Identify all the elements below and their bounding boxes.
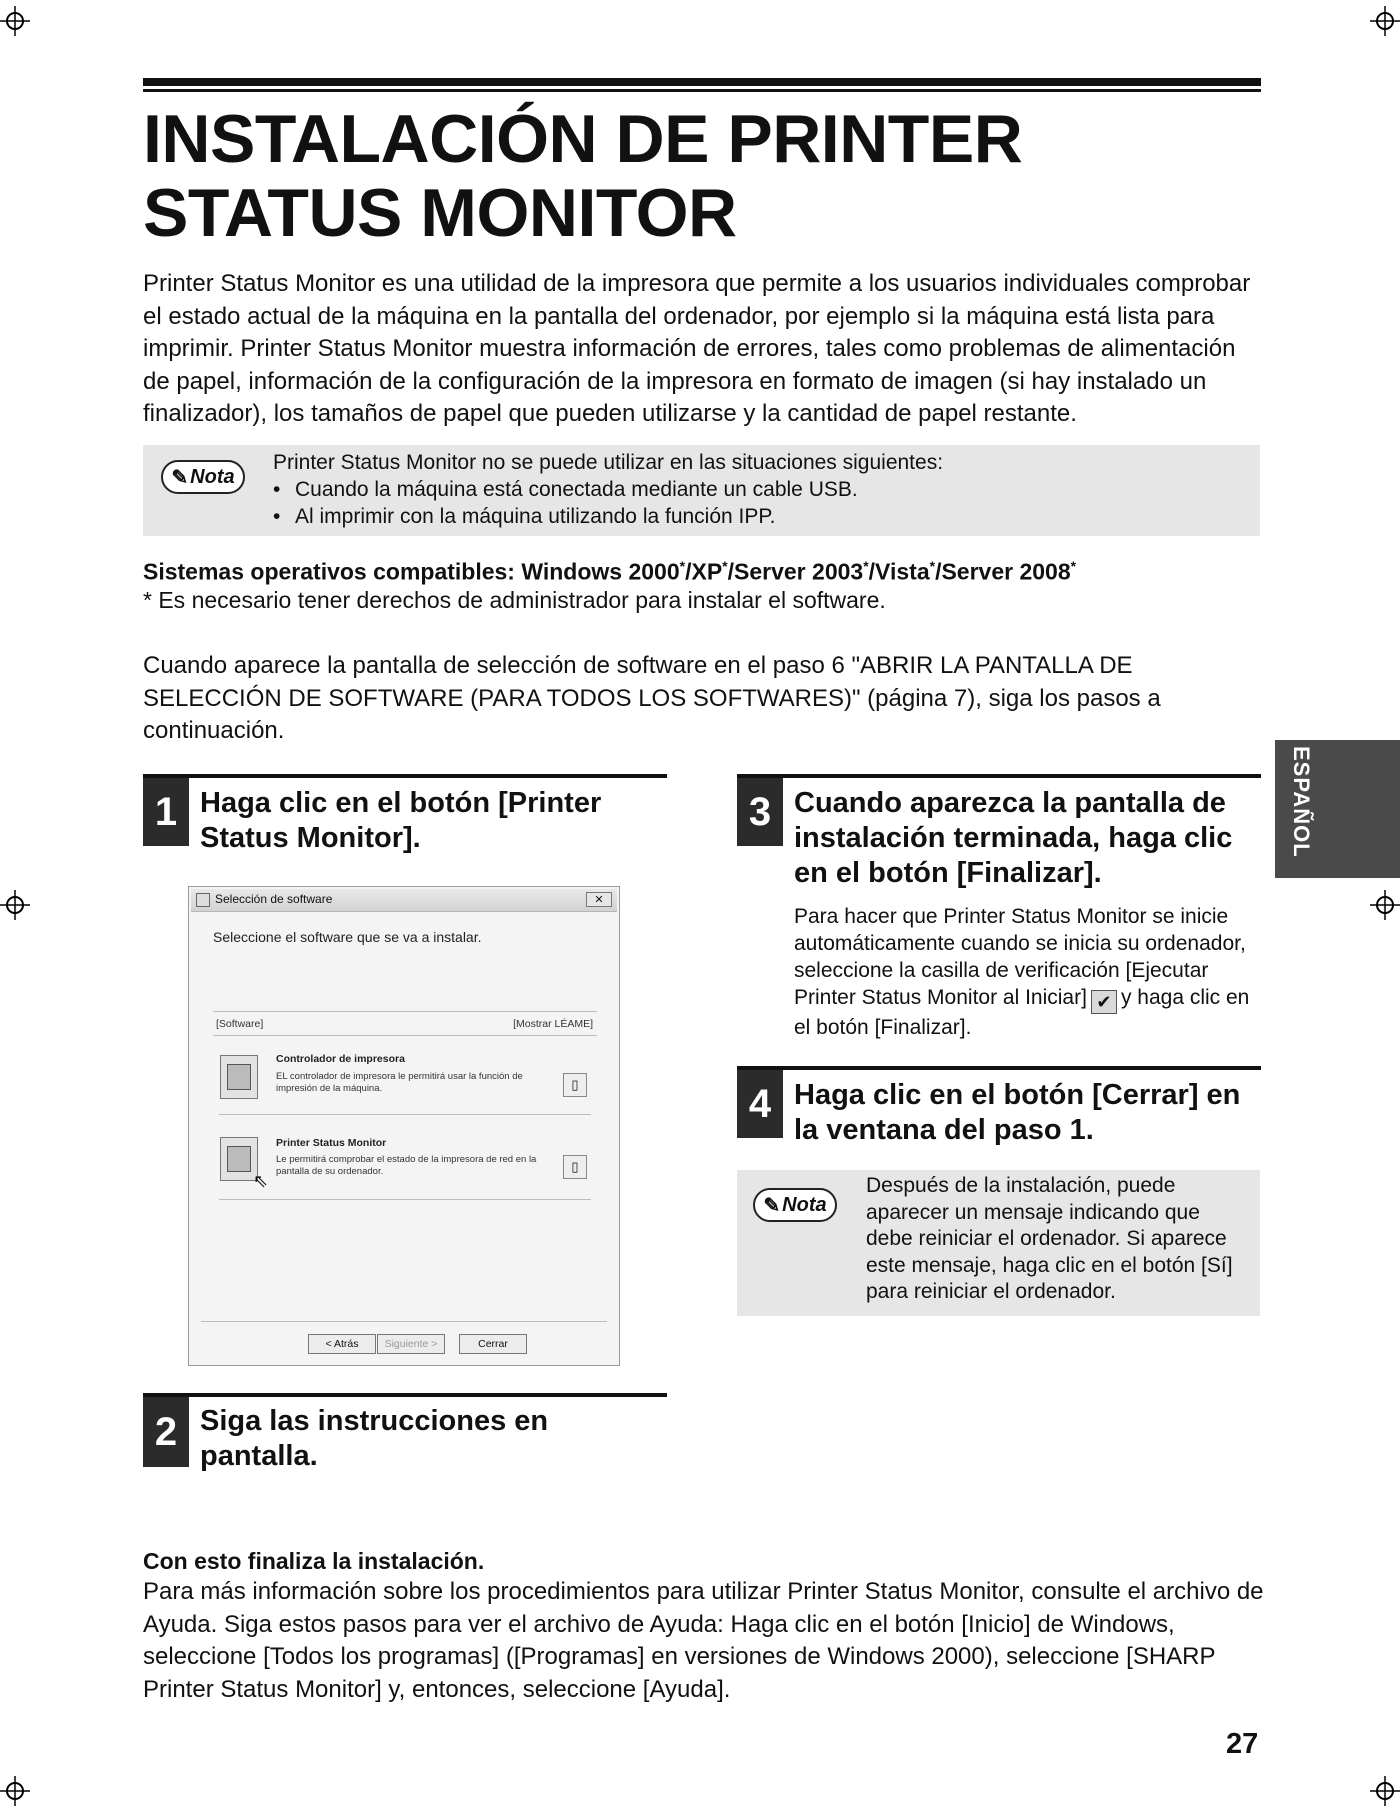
compatible-os-heading: Sistemas operativos compatibles: Windows 2000*/XP*/Server 2003*/Vista*/Server 2008* [143, 558, 1077, 585]
step-3-body: Para hacer que Printer Status Monitor se inicie automáticamente cuando se inicia su ordenador, seleccione la casilla de verificación [Ejecutar Printer Status Monitor al Iniciar] ✔ y haga clic en el botón [Finalizar]. [794, 905, 1250, 1039]
crop-mark-top-left [0, 6, 30, 36]
step-2-number: 2 [143, 1397, 189, 1467]
step-4-rule [737, 1066, 1261, 1070]
page-title: INSTALACIÓN DE PRINTER STATUS MONITOR [143, 101, 1023, 251]
note-badge [753, 1188, 837, 1222]
checked-checkbox-icon: ✔ [1091, 990, 1117, 1014]
printer-icon [220, 1055, 258, 1099]
title-rule-thin [143, 89, 1261, 92]
note-badge [161, 460, 245, 494]
note-box-restart [737, 1170, 1260, 1316]
step-4-number: 4 [737, 1070, 783, 1138]
crop-mark-top-right [1370, 6, 1400, 36]
divider [213, 1035, 597, 1036]
note-badge-label: Nota [782, 1193, 827, 1216]
note-intro: Printer Status Monitor no se puede utilizar en las situaciones siguientes: [273, 451, 944, 474]
step-1-rule [143, 774, 667, 778]
note-bullet: • Cuando la máquina está conectada mediante un cable USB. [273, 476, 943, 503]
note-bullet: • Al imprimir con la máquina utilizando la función IPP. [273, 503, 943, 530]
divider [213, 1011, 597, 1012]
step-2-title: Siga las instrucciones en pantalla. [200, 1405, 549, 1472]
admin-rights-note: * Es necesario tener derechos de administrador para instalar el software. [143, 587, 886, 613]
software-item-desc: Le permitirá comprobar el estado de la impresora de red en la pantalla de su ordenador. [276, 1154, 537, 1177]
intro-paragraph: Printer Status Monitor es una utilidad de la impresora que permite a los usuarios individuales comprobar el estado actual de la máquina en la pantalla del ordenador, por ejemplo si la máquina está lista para imprimir. Printer Status Monitor muestra información de errores, tales como problemas de alimentación de papel, información de la configuración de la impresora en formato de imagen (si hay instalado un finalizador), los tamaños de papel que pueden utilizarse y la cantidad de papel restante. [143, 270, 1251, 427]
help-instructions: Para más información sobre los procedimientos para utilizar Printer Status Monitor, consulte el archivo de Ayuda. Siga estos pasos para ver el archivo de Ayuda: Haga clic en el botón [Inicio] de Windows, seleccione [Todos los programas] ([Programas] en versiones de Windows 2000), seleccione [SHARP Printer Status Monitor] y, entonces, seleccione [Ayuda]. [143, 1578, 1264, 1703]
note-text [273, 449, 943, 530]
note-bullet-list [273, 476, 943, 530]
dialog-title: Selección de software [215, 892, 333, 906]
step-3-title: Cuando aparezca la pantalla de instalación terminada, haga clic en el botón [Finalizar]. [794, 787, 1233, 889]
next-button[interactable]: Siguiente > [377, 1334, 445, 1354]
mouse-cursor-icon: ⇖ [253, 1171, 269, 1191]
step-2-rule [143, 1393, 667, 1397]
language-tab-label: ESPAÑOL [1289, 746, 1314, 858]
step-1-number: 1 [143, 778, 189, 846]
note-badge-label: Nota [190, 465, 235, 488]
step-1-title: Haga clic en el botón [Printer Status Monitor]. [200, 787, 602, 854]
step-4-title: Haga clic en el botón [Cerrar] en la ventana del paso 1. [794, 1079, 1241, 1146]
close-icon[interactable]: ✕ [586, 892, 612, 907]
pencil-icon: ✎ [763, 1194, 781, 1217]
title-rule-thick [143, 78, 1261, 86]
step-3-rule [737, 774, 1261, 778]
readme-column-label: [Mostrar LÉAME] [513, 1018, 593, 1030]
note-box-restrictions [143, 445, 1260, 536]
back-button[interactable]: < Atrás [308, 1334, 376, 1354]
readme-document-icon[interactable]: ▯ [563, 1155, 587, 1179]
software-column-label: [Software] [216, 1018, 264, 1030]
pencil-icon: ✎ [171, 466, 189, 489]
crop-mark-mid-left [0, 890, 30, 920]
readme-document-icon[interactable]: ▯ [563, 1073, 587, 1097]
divider [219, 1199, 591, 1200]
crop-mark-bottom-right [1370, 1776, 1400, 1806]
software-item-desc: EL controlador de impresora le permitirá usar la función de impresión de la máquina. [276, 1071, 523, 1094]
crop-mark-mid-right [1370, 890, 1400, 920]
software-item-title: Controlador de impresora [276, 1053, 405, 1065]
divider [219, 1114, 591, 1115]
step-3-number: 3 [737, 778, 783, 846]
crop-mark-bottom-left [0, 1776, 30, 1806]
note-text: Después de la instalación, puede aparecer un mensaje indicando que debe reiniciar el ordenador. Si aparece este mensaje, haga clic en el botón [Sí] para reiniciar el ordenador. [866, 1174, 1233, 1303]
software-selection-dialog [188, 886, 620, 1366]
procedure-intro: Cuando aparece la pantalla de selección de software en el paso 6 "ABRIR LA PANTALLA DE SELECCIÓN DE SOFTWARE (PARA TODOS LOS SOFTWARES)" (página 7), siga los pasos a continuación. [143, 652, 1161, 744]
page-number: 27 [1226, 1728, 1259, 1760]
dialog-prompt: Seleccione el software que se va a instalar. [213, 929, 482, 945]
completion-heading: Con esto finaliza la instalación. [143, 1548, 485, 1574]
software-item-title: Printer Status Monitor [276, 1137, 387, 1149]
close-button[interactable]: Cerrar [459, 1334, 527, 1354]
dialog-titlebar [191, 889, 617, 912]
app-icon [196, 893, 210, 907]
button-area-divider [201, 1321, 607, 1322]
